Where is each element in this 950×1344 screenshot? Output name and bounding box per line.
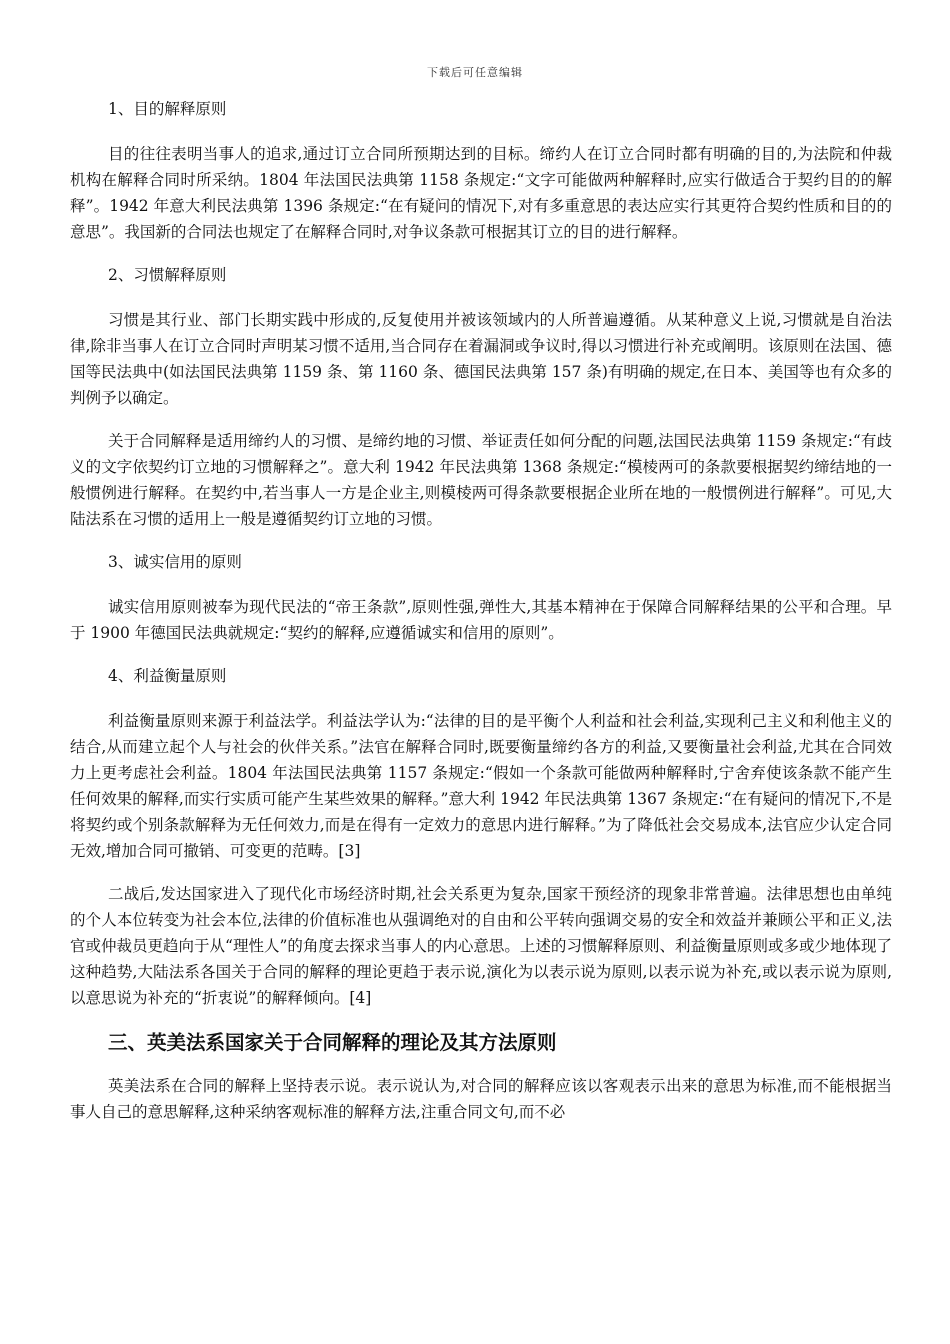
chapter-title: 三、英美法系国家关于合同解释的理论及其方法原则 [108, 1031, 557, 1054]
paragraph: 目的往往表明当事人的追求,通过订立合同所预期达到的目标。缔约人在订立合同时都有明确的目的,为法院和仲裁机构在解释合同时所采纳。1804 年法国民法典第 1158 条规定:“文字可能做两种解释时,应实行做适合于契约目的的解释”。1942 年意大利民法典第 1396 条规定:“在有疑问的情况下,对有多重意思的表达应实行其更符合契约性质和目的的意思”。我国新的合同法也规定了在解释合同时,对争议条款可根据其订立的目的进行解释。 [70, 145, 892, 241]
paragraph: 利益衡量原则来源于利益法学。利益法学认为:“法律的目的是平衡个人利益和社会利益,实现利己主义和利他主义的结合,从而建立起个人与社会的伙伴关系。”法官在解释合同时,既要衡量缔约各方的利益,又要衡量社会利益,尤其在合同效力上更考虑社会利益。1804 年法国民法典第 1157 条规定:“假如一个条款可能做两种解释时,宁舍弃使该条款不能产生任何效果的解释,而实行实质可能产生某些效果的解释。”意大利 1942 年民法典第 1367 条规定:“在有疑问的情况下,不是将契约或个别条款解释为无任何效力,而是在得有一定效力的意思内进行解释。”为了降低社会交易成本,法官应少认定合同无效,增加合同可撤销、可变更的范畴。[3] [70, 712, 892, 860]
paragraph: 诚实信用原则被奉为现代民法的“帝王条款”,原则性强,弹性大,其基本精神在于保障合同解释结果的公平和合理。早于 1900 年德国民法典就规定:“契约的解释,应遵循诚实和信用的原则”。 [70, 598, 892, 642]
section-heading-custom: 2、习惯解释原则 [108, 266, 227, 284]
document-body [70, 96, 892, 1142]
paragraph: 英美法系在合同的解释上坚持表示说。表示说认为,对合同的解释应该以客观表示出来的意思为标准,而不能根据当事人自己的意思解释,这种采纳客观标准的解释方法,注重合同文句,而不必 [70, 1077, 892, 1121]
section-heading-good-faith: 3、诚实信用的原则 [108, 553, 242, 571]
paragraph: 二战后,发达国家进入了现代化市场经济时期,社会关系更为复杂,国家干预经济的现象非常普遍。法律思想也由单纯的个人本位转变为社会本位,法律的价值标准也从强调绝对的自由和公平转向强调交易的安全和效益并兼顾公平和正义,法官或仲裁员更趋向于从“理性人”的角度去探求当事人的内心意思。上述的习惯解释原则、利益衡量原则或多或少地体现了这种趋势,大陆法系各国关于合同的解释的理论更趋于表示说,演化为以表示说为原则,以表示说为补充,或以表示说为原则,以意思说为补充的“折衷说”的解释倾向。[4] [70, 885, 892, 1007]
paragraph: 关于合同解释是适用缔约人的习惯、是缔约地的习惯、举证责任如何分配的问题,法国民法典第 1159 条规定:“有歧义的文字依契约订立地的习惯解释之”。意大利 1942 年民法典第 1368 条规定:“模棱两可的条款要根据契约缔结地的一般惯例进行解释。在契约中,若当事人一方是企业主,则模棱两可得条款要根据企业所在地的一般惯例进行解释”。可见,大陆法系在习惯的适用上一般是遵循契约订立地的习惯。 [70, 432, 892, 528]
paragraph: 习惯是其行业、部门长期实践中形成的,反复使用并被该领域内的人所普遍遵循。从某种意义上说,习惯就是自治法律,除非当事人在订立合同时声明某习惯不适用,当合同存在着漏洞或争议时,得以习惯进行补充或阐明。该原则在法国、德国等民法典中(如法国民法典第 1159 条、第 1160 条、德国民法典第 157 条)有明确的规定,在日本、美国等也有众多的判例予以确定。 [70, 311, 892, 407]
section-heading-purpose: 1、目的解释原则 [108, 100, 227, 118]
page-header: 下载后可任意编辑 [427, 66, 523, 79]
section-heading-interest-balance: 4、利益衡量原则 [108, 667, 227, 685]
